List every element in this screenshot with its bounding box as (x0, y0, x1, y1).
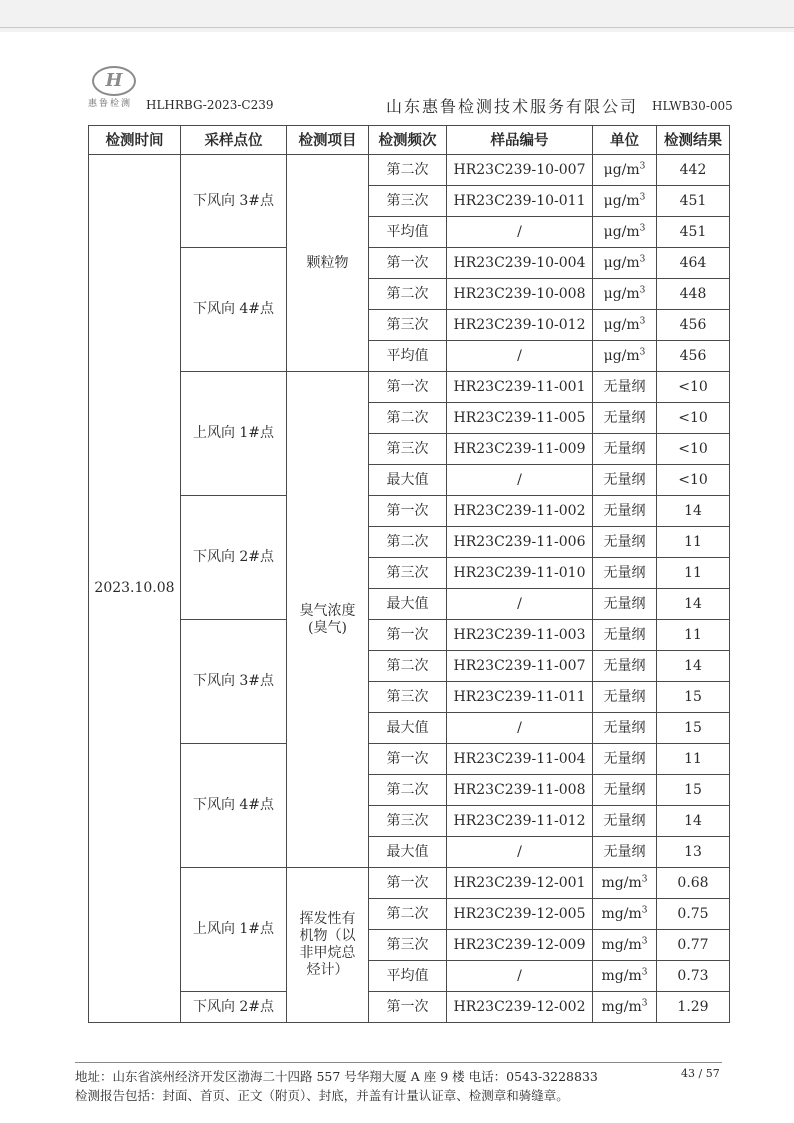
frequency-cell: 第一次 (369, 744, 447, 775)
date-cell: 2023.10.08 (89, 155, 181, 1023)
sample-id-cell: HR23C239-10-008 (447, 279, 593, 310)
result-cell: 451 (657, 217, 730, 248)
unit-cell: 无量纲 (593, 651, 657, 682)
result-cell: <10 (657, 434, 730, 465)
frequency-cell: 最大值 (369, 837, 447, 868)
footer-address: 地址：山东省滨州经济开发区渤海二十四路 557 号华翔大厦 A 座 9 楼 电话：0543-3228833 (75, 1069, 598, 1084)
result-cell: 15 (657, 775, 730, 806)
sample-id-cell: / (447, 961, 593, 992)
table-row (89, 248, 730, 279)
unit-cell: $\mu g/m^3$ (593, 310, 657, 341)
frequency-cell: 第一次 (369, 496, 447, 527)
result-cell: 11 (657, 527, 730, 558)
result-cell: 11 (657, 744, 730, 775)
header-cell: 检测时间 (89, 126, 181, 155)
unit-cell: 无量纲 (593, 372, 657, 403)
sample-id-cell: HR23C239-11-012 (447, 806, 593, 837)
sample-id-cell: HR23C239-11-006 (447, 527, 593, 558)
unit-cell: $\mu g/m^3$ (593, 248, 657, 279)
sampling-point-cell: 下风向 3#点 (181, 620, 287, 744)
unit-cell: 无量纲 (593, 589, 657, 620)
header-cell: 采样点位 (181, 126, 287, 155)
unit-cell: 无量纲 (593, 775, 657, 806)
sampling-point-cell: 下风向 4#点 (181, 248, 287, 372)
sample-id-cell: / (447, 837, 593, 868)
frequency-cell: 第三次 (369, 930, 447, 961)
sample-id-cell: HR23C239-10-011 (447, 186, 593, 217)
unit-cell: 无量纲 (593, 806, 657, 837)
frequency-cell: 第二次 (369, 403, 447, 434)
result-cell: 14 (657, 589, 730, 620)
unit-cell: $\mu g/m^3$ (593, 279, 657, 310)
frequency-cell: 第三次 (369, 558, 447, 589)
result-cell: 456 (657, 341, 730, 372)
unit-cell: 无量纲 (593, 620, 657, 651)
footer-note: 检测报告包括：封面、首页、正文（附页）、封底，并盖有计量认证章、检测章和骑缝章。 (75, 1088, 569, 1103)
frequency-cell: 第二次 (369, 651, 447, 682)
result-cell: 0.68 (657, 868, 730, 899)
frequency-cell: 平均值 (369, 217, 447, 248)
unit-cell: $mg/m^3$ (593, 899, 657, 930)
unit-cell: 无量纲 (593, 744, 657, 775)
table-body (89, 155, 730, 1023)
frequency-cell: 第二次 (369, 775, 447, 806)
test-item-cell: 颗粒物 (287, 155, 369, 372)
sample-id-cell: HR23C239-11-003 (447, 620, 593, 651)
result-cell: 14 (657, 496, 730, 527)
header-cell: 样品编号 (447, 126, 593, 155)
unit-cell: $\mu g/m^3$ (593, 341, 657, 372)
unit-cell: 无量纲 (593, 558, 657, 589)
frequency-cell: 第一次 (369, 248, 447, 279)
frequency-cell: 第三次 (369, 682, 447, 713)
sampling-point-cell: 上风向 1#点 (181, 868, 287, 992)
scan-top-line (0, 27, 794, 28)
sample-id-cell: HR23C239-11-005 (447, 403, 593, 434)
result-cell: <10 (657, 465, 730, 496)
unit-cell: $\mu g/m^3$ (593, 155, 657, 186)
result-cell: 451 (657, 186, 730, 217)
unit-cell: 无量纲 (593, 682, 657, 713)
sample-id-cell: HR23C239-11-010 (447, 558, 593, 589)
unit-cell: $mg/m^3$ (593, 930, 657, 961)
header-cell: 检测结果 (657, 126, 730, 155)
frequency-cell: 第三次 (369, 310, 447, 341)
table-header-row (89, 126, 730, 155)
results-table (88, 125, 730, 1023)
result-cell: <10 (657, 372, 730, 403)
company-name: 山东惠鲁检测技术服务有限公司 (386, 97, 639, 116)
sample-id-cell: / (447, 713, 593, 744)
frequency-cell: 第一次 (369, 372, 447, 403)
table-row (89, 620, 730, 651)
frequency-cell: 最大值 (369, 713, 447, 744)
sampling-point-cell: 下风向 3#点 (181, 155, 287, 248)
unit-cell: 无量纲 (593, 527, 657, 558)
report-code: HLHRBG-2023-C239 (146, 98, 274, 112)
unit-cell: 无量纲 (593, 837, 657, 868)
result-cell: 15 (657, 682, 730, 713)
sample-id-cell: HR23C239-10-007 (447, 155, 593, 186)
result-cell: 11 (657, 620, 730, 651)
frequency-cell: 第三次 (369, 434, 447, 465)
sample-id-cell: / (447, 589, 593, 620)
result-cell: 448 (657, 279, 730, 310)
sample-id-cell: HR23C239-11-008 (447, 775, 593, 806)
frequency-cell: 第二次 (369, 155, 447, 186)
unit-cell: $\mu g/m^3$ (593, 186, 657, 217)
result-cell: 1.29 (657, 992, 730, 1023)
frequency-cell: 第二次 (369, 527, 447, 558)
company-logo (88, 66, 138, 112)
unit-cell: 无量纲 (593, 496, 657, 527)
sample-id-cell: HR23C239-11-001 (447, 372, 593, 403)
frequency-cell: 第一次 (369, 620, 447, 651)
result-cell: 14 (657, 806, 730, 837)
result-cell: 13 (657, 837, 730, 868)
frequency-cell: 平均值 (369, 961, 447, 992)
frequency-cell: 最大值 (369, 465, 447, 496)
logo-text: 惠鲁检测 (88, 99, 133, 109)
frequency-cell: 最大值 (369, 589, 447, 620)
sampling-point-cell: 下风向 2#点 (181, 496, 287, 620)
sample-id-cell: HR23C239-10-012 (447, 310, 593, 341)
form-code: HLWB30-005 (652, 99, 733, 113)
sample-id-cell: HR23C239-11-009 (447, 434, 593, 465)
result-cell: 442 (657, 155, 730, 186)
frequency-cell: 平均值 (369, 341, 447, 372)
sampling-point-cell: 上风向 1#点 (181, 372, 287, 496)
logo-mark: H (92, 66, 136, 96)
unit-cell: $mg/m^3$ (593, 868, 657, 899)
sample-id-cell: HR23C239-12-002 (447, 992, 593, 1023)
header-cell: 检测频次 (369, 126, 447, 155)
footer-divider (75, 1062, 722, 1063)
unit-cell: $\mu g/m^3$ (593, 217, 657, 248)
frequency-cell: 第三次 (369, 186, 447, 217)
unit-cell: 无量纲 (593, 403, 657, 434)
test-item-cell: 挥发性有 机物（以 非甲烷总 烃计） (287, 868, 369, 1023)
unit-cell: 无量纲 (593, 713, 657, 744)
result-cell: 11 (657, 558, 730, 589)
sampling-point-cell: 下风向 4#点 (181, 744, 287, 868)
result-cell: 0.77 (657, 930, 730, 961)
sample-id-cell: HR23C239-11-007 (447, 651, 593, 682)
sample-id-cell: HR23C239-12-001 (447, 868, 593, 899)
unit-cell: $mg/m^3$ (593, 992, 657, 1023)
result-cell: 464 (657, 248, 730, 279)
result-cell: <10 (657, 403, 730, 434)
table-row (89, 744, 730, 775)
sample-id-cell: HR23C239-11-011 (447, 682, 593, 713)
sample-id-cell: HR23C239-12-005 (447, 899, 593, 930)
frequency-cell: 第一次 (369, 992, 447, 1023)
sample-id-cell: / (447, 465, 593, 496)
sample-id-cell: HR23C239-11-004 (447, 744, 593, 775)
result-cell: 456 (657, 310, 730, 341)
table-row (89, 868, 730, 899)
frequency-cell: 第三次 (369, 806, 447, 837)
header-cell: 检测项目 (287, 126, 369, 155)
page-number: 43 / 57 (681, 1067, 720, 1080)
header-cell: 单位 (593, 126, 657, 155)
table-row (89, 372, 730, 403)
result-cell: 0.73 (657, 961, 730, 992)
table-row (89, 992, 730, 1023)
result-cell: 0.75 (657, 899, 730, 930)
sample-id-cell: HR23C239-10-004 (447, 248, 593, 279)
unit-cell: 无量纲 (593, 434, 657, 465)
frequency-cell: 第二次 (369, 899, 447, 930)
sample-id-cell: / (447, 217, 593, 248)
sampling-point-cell: 下风向 2#点 (181, 992, 287, 1023)
test-item-cell: 臭气浓度 (臭气) (287, 372, 369, 868)
sample-id-cell: HR23C239-12-009 (447, 930, 593, 961)
table-row (89, 496, 730, 527)
table-row (89, 155, 730, 186)
frequency-cell: 第一次 (369, 868, 447, 899)
result-cell: 14 (657, 651, 730, 682)
unit-cell: 无量纲 (593, 465, 657, 496)
sample-id-cell: HR23C239-11-002 (447, 496, 593, 527)
frequency-cell: 第二次 (369, 279, 447, 310)
unit-cell: $mg/m^3$ (593, 961, 657, 992)
result-cell: 15 (657, 713, 730, 744)
sample-id-cell: / (447, 341, 593, 372)
